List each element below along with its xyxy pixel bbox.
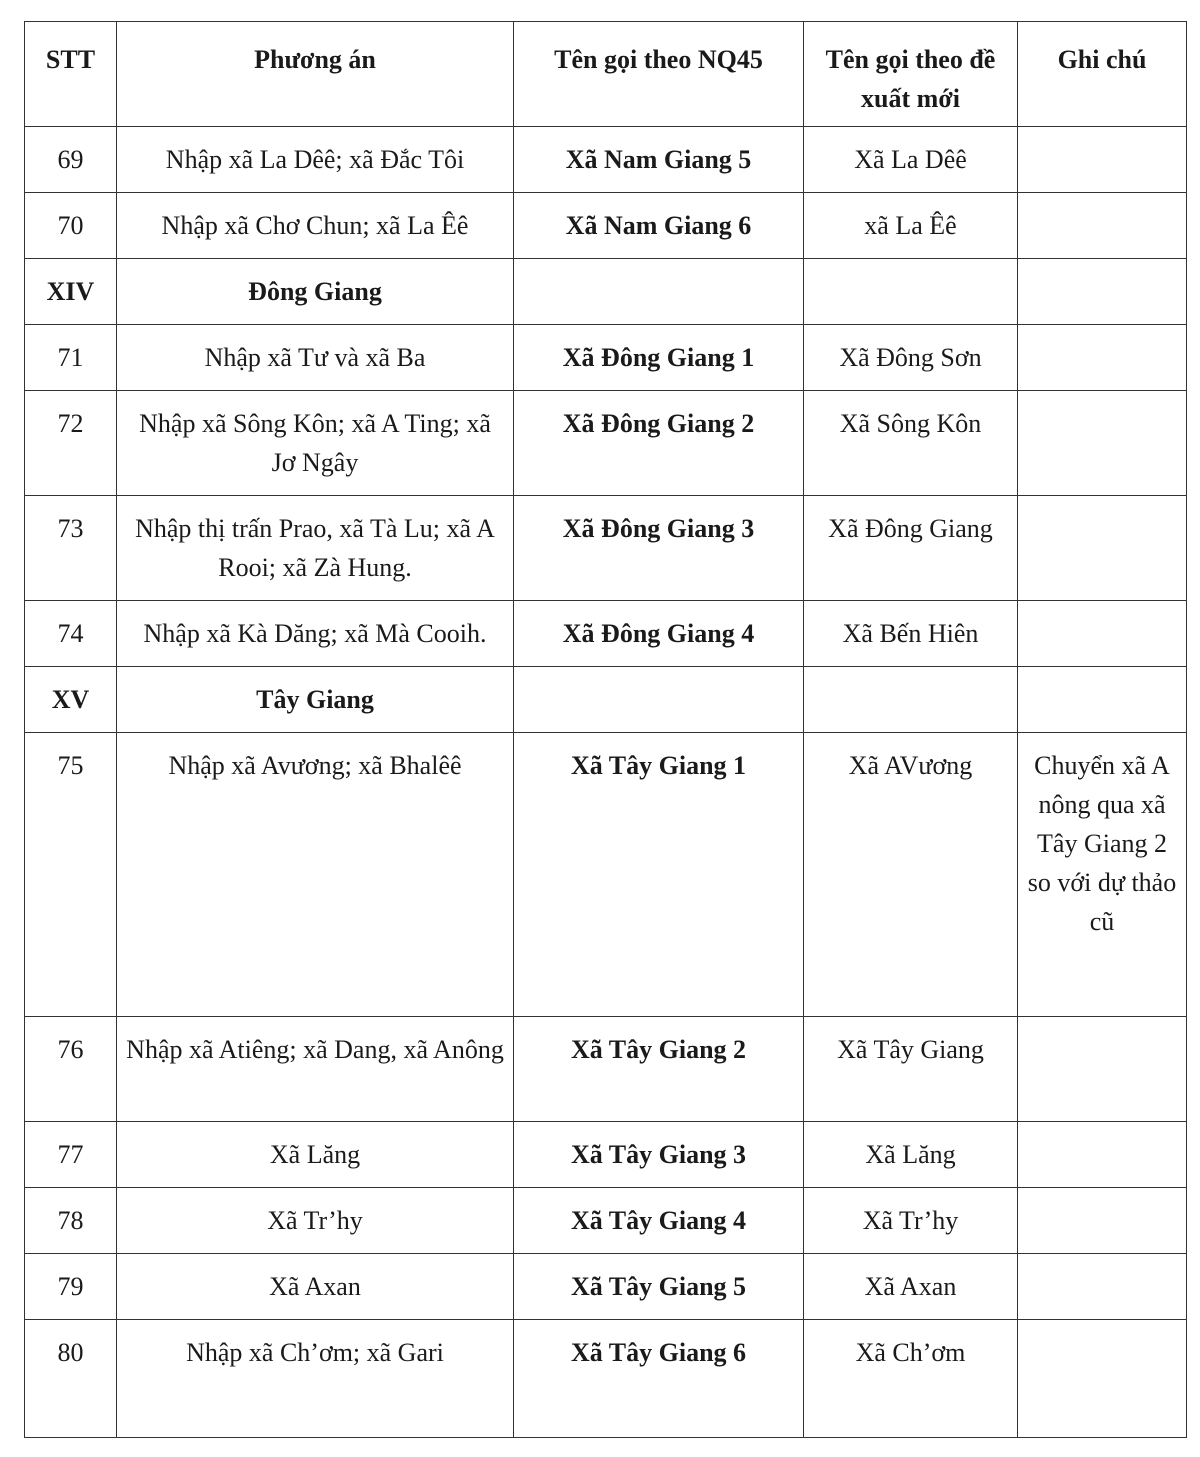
- row-ten-nq45: Xã Đông Giang 1: [514, 325, 804, 391]
- row-ten-nq45: Xã Đông Giang 4: [514, 601, 804, 667]
- row-stt: 77: [25, 1122, 117, 1188]
- section-number: XV: [25, 667, 117, 733]
- section-row: [25, 259, 1187, 325]
- row-phuong-an: Xã Lăng: [117, 1122, 514, 1188]
- row-stt: 80: [25, 1320, 117, 1438]
- row-ten-nq45: Xã Tây Giang 6: [514, 1320, 804, 1438]
- row-ghi-chu: [1018, 667, 1187, 733]
- row-ten-de-xuat: Xã Ch’ơm: [804, 1320, 1018, 1438]
- table-row: [25, 1188, 1187, 1254]
- row-ten-de-xuat: Xã Bến Hiên: [804, 601, 1018, 667]
- row-ten-de-xuat: Xã AVương: [804, 733, 1018, 1017]
- row-ten-nq45: Xã Tây Giang 3: [514, 1122, 804, 1188]
- section-title: Đông Giang: [117, 259, 514, 325]
- row-phuong-an: Nhập xã Kà Dăng; xã Mà Cooih.: [117, 601, 514, 667]
- row-ten-nq45: Xã Tây Giang 1: [514, 733, 804, 1017]
- row-phuong-an: Nhập thị trấn Prao, xã Tà Lu; xã A Rooi; xã Zà Hung.: [117, 496, 514, 601]
- row-ghi-chu: [1018, 1122, 1187, 1188]
- row-ten-nq45: Xã Đông Giang 3: [514, 496, 804, 601]
- row-ghi-chu: [1018, 193, 1187, 259]
- row-ten-nq45: Xã Tây Giang 2: [514, 1017, 804, 1122]
- row-phuong-an: Xã Tr’hy: [117, 1188, 514, 1254]
- row-ghi-chu: [1018, 1320, 1187, 1438]
- row-ten-de-xuat: Xã Đông Sơn: [804, 325, 1018, 391]
- row-ten-de-xuat: Xã Lăng: [804, 1122, 1018, 1188]
- header-stt: STT: [25, 22, 117, 127]
- table-header-row: [25, 22, 1187, 127]
- header-ten-goi-de-xuat: Tên gọi theo đề xuất mới: [804, 22, 1018, 127]
- row-ghi-chu: [1018, 1254, 1187, 1320]
- row-stt: 73: [25, 496, 117, 601]
- row-ghi-chu: [1018, 127, 1187, 193]
- row-ten-nq45: [514, 667, 804, 733]
- row-stt: 75: [25, 733, 117, 1017]
- row-phuong-an: Nhập xã Chơ Chun; xã La Êê: [117, 193, 514, 259]
- row-ten-de-xuat: [804, 259, 1018, 325]
- row-ten-de-xuat: Xã Axan: [804, 1254, 1018, 1320]
- row-ghi-chu: [1018, 496, 1187, 601]
- row-phuong-an: Nhập xã Ch’ơm; xã Gari: [117, 1320, 514, 1438]
- row-ghi-chu: [1018, 391, 1187, 496]
- row-stt: 70: [25, 193, 117, 259]
- row-phuong-an: Nhập xã Avương; xã Bhalêê: [117, 733, 514, 1017]
- row-ghi-chu: [1018, 1017, 1187, 1122]
- row-ten-nq45: Xã Tây Giang 5: [514, 1254, 804, 1320]
- row-ten-de-xuat: Xã Tr’hy: [804, 1188, 1018, 1254]
- row-stt: 69: [25, 127, 117, 193]
- table-row: [25, 496, 1187, 601]
- table-row: [25, 1254, 1187, 1320]
- row-stt: 74: [25, 601, 117, 667]
- section-title: Tây Giang: [117, 667, 514, 733]
- row-stt: 76: [25, 1017, 117, 1122]
- row-ten-nq45: Xã Tây Giang 4: [514, 1188, 804, 1254]
- row-stt: 78: [25, 1188, 117, 1254]
- table-row: [25, 1320, 1187, 1438]
- row-phuong-an: Nhập xã Tư và xã Ba: [117, 325, 514, 391]
- table-row: [25, 733, 1187, 1017]
- row-ten-de-xuat: Xã Đông Giang: [804, 496, 1018, 601]
- row-stt: 72: [25, 391, 117, 496]
- row-stt: 71: [25, 325, 117, 391]
- row-ten-nq45: Xã Nam Giang 6: [514, 193, 804, 259]
- row-ghi-chu: [1018, 259, 1187, 325]
- commune-merger-table: [24, 21, 1187, 1438]
- row-ghi-chu: [1018, 1188, 1187, 1254]
- row-phuong-an: Nhập xã Atiêng; xã Dang, xã Anông: [117, 1017, 514, 1122]
- table-row: [25, 127, 1187, 193]
- row-ten-de-xuat: Xã Tây Giang: [804, 1017, 1018, 1122]
- row-ten-nq45: Xã Đông Giang 2: [514, 391, 804, 496]
- table-row: [25, 193, 1187, 259]
- table-row: [25, 601, 1187, 667]
- row-phuong-an: Nhập xã Sông Kôn; xã A Ting; xã Jơ Ngây: [117, 391, 514, 496]
- row-phuong-an: Xã Axan: [117, 1254, 514, 1320]
- row-ten-de-xuat: [804, 667, 1018, 733]
- header-ghi-chu: Ghi chú: [1018, 22, 1187, 127]
- row-ghi-chu: [1018, 325, 1187, 391]
- row-ten-de-xuat: Xã Sông Kôn: [804, 391, 1018, 496]
- table-row: [25, 1017, 1187, 1122]
- row-ten-nq45: [514, 259, 804, 325]
- header-ten-goi-nq45: Tên gọi theo NQ45: [514, 22, 804, 127]
- row-ten-nq45: Xã Nam Giang 5: [514, 127, 804, 193]
- table-row: [25, 325, 1187, 391]
- row-phuong-an: Nhập xã La Dêê; xã Đắc Tôi: [117, 127, 514, 193]
- row-ghi-chu: [1018, 601, 1187, 667]
- header-phuong-an: Phương án: [117, 22, 514, 127]
- row-ghi-chu: Chuyển xã A nông qua xã Tây Giang 2 so với dự thảo cũ: [1018, 733, 1187, 1017]
- table-row: [25, 1122, 1187, 1188]
- section-row: [25, 667, 1187, 733]
- row-stt: 79: [25, 1254, 117, 1320]
- row-ten-de-xuat: xã La Êê: [804, 193, 1018, 259]
- row-ten-de-xuat: Xã La Dêê: [804, 127, 1018, 193]
- table-row: [25, 391, 1187, 496]
- section-number: XIV: [25, 259, 117, 325]
